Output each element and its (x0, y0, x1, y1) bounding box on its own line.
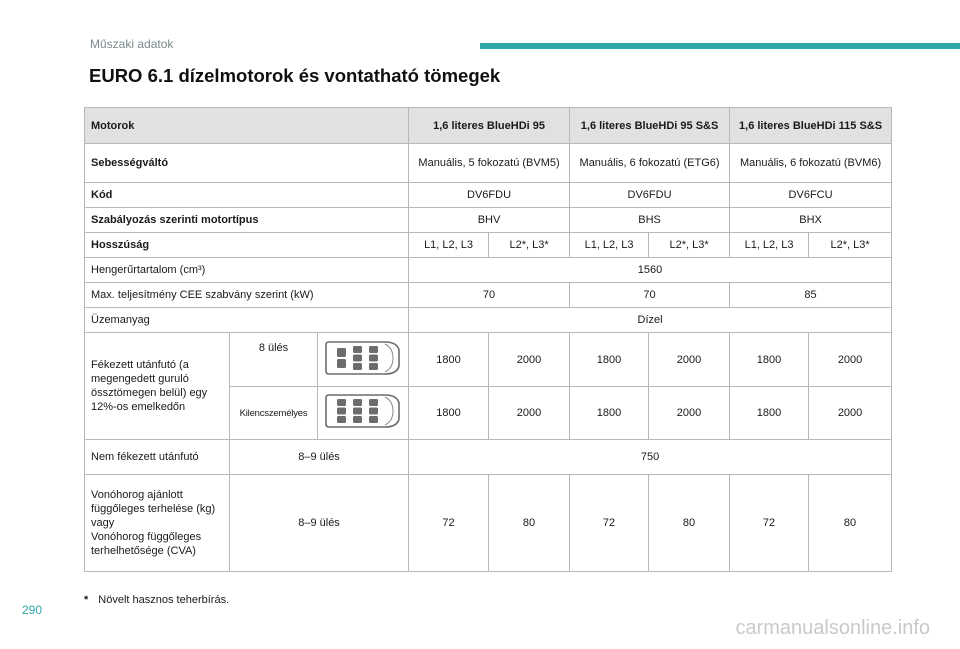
table-row-uzemanyag (85, 308, 892, 333)
table-cell: 1,6 literes BlueHDi 115 S&S (730, 108, 892, 144)
row-label: Vonóhorog ajánlott függőleges terhelése (kg) vagy Vonóhorog függőleges terhelhetősége (CVA) (85, 475, 230, 572)
footnote (84, 594, 229, 606)
table-cell: Manuális, 6 fokozatú (ETG6) (570, 144, 730, 183)
row-label: Sebességváltó (85, 144, 409, 183)
table-cell: 2000 (489, 333, 570, 387)
table-cell: 1800 (730, 333, 809, 387)
table-row-teljesitmeny (85, 283, 892, 308)
table-cell: 72 (570, 475, 649, 572)
table-row-motorok (85, 108, 892, 144)
table-cell: 80 (809, 475, 892, 572)
table-row-fekezett-8 (85, 333, 892, 387)
seat-label: Kilencszemélyes (230, 387, 318, 440)
table-cell: 2000 (489, 387, 570, 440)
table-cell: L2*, L3* (489, 233, 570, 258)
table-cell: 85 (730, 283, 892, 308)
table-row-kod (85, 183, 892, 208)
table-cell: 1560 (409, 258, 892, 283)
row-label: Kód (85, 183, 409, 208)
table-cell: Manuális, 6 fokozatú (BVM6) (730, 144, 892, 183)
table-row-hosszusag (85, 233, 892, 258)
table-cell: L1, L2, L3 (730, 233, 809, 258)
row-label: Motorok (85, 108, 409, 144)
table-cell: 2000 (649, 333, 730, 387)
table-cell: Manuális, 5 fokozatú (BVM5) (409, 144, 570, 183)
table-row-motortipus (85, 208, 892, 233)
table-cell: L2*, L3* (809, 233, 892, 258)
table-cell: 1,6 literes BlueHDi 95 (409, 108, 570, 144)
van-8-seat-icon (318, 333, 409, 387)
row-label: Nem fékezett utánfutó (85, 440, 230, 475)
table-cell: 750 (409, 440, 892, 475)
table-cell: 80 (649, 475, 730, 572)
table-cell: 1800 (570, 387, 649, 440)
row-label: Fékezett utánfutó (a megengedett guruló össztömegen belül) egy 12%-os emelkedőn (85, 333, 230, 440)
spec-table (84, 107, 892, 572)
table-cell: 70 (409, 283, 570, 308)
table-cell: DV6FDU (570, 183, 730, 208)
table-cell: Dízel (409, 308, 892, 333)
seat-label: 8–9 ülés (230, 440, 409, 475)
table-cell: 72 (409, 475, 489, 572)
section-title: Műszaki adatok (90, 37, 174, 51)
table-cell: BHV (409, 208, 570, 233)
table-cell: 1800 (730, 387, 809, 440)
table-cell: L1, L2, L3 (409, 233, 489, 258)
table-cell: BHX (730, 208, 892, 233)
table-row-hengerurtartalom (85, 258, 892, 283)
page-number: 290 (22, 603, 43, 617)
footnote-mark: * (84, 594, 89, 606)
table-cell: DV6FDU (409, 183, 570, 208)
row-label: Szabályozás szerinti motortípus (85, 208, 409, 233)
table-cell: 2000 (809, 387, 892, 440)
table-row-sebessegvalto (85, 144, 892, 183)
seat-label: 8–9 ülés (230, 475, 409, 572)
table-row-nemfekezett (85, 440, 892, 475)
table-cell: 1800 (409, 387, 489, 440)
header-accent-bar (480, 43, 960, 49)
row-label: Hosszúság (85, 233, 409, 258)
row-label: Hengerűrtartalom (cm³) (85, 258, 409, 283)
row-label: Üzemanyag (85, 308, 409, 333)
table-cell: 1800 (409, 333, 489, 387)
footnote-text: Növelt hasznos teherbírás. (98, 594, 230, 606)
table-cell: BHS (570, 208, 730, 233)
row-label: Max. teljesítmény CEE szabvány szerint (kW) (85, 283, 409, 308)
page-title: EURO 6.1 dízelmotorok és vontatható tömegek (89, 65, 501, 86)
table-cell: 72 (730, 475, 809, 572)
van-9-seat-icon (318, 387, 409, 440)
table-cell: 2000 (809, 333, 892, 387)
table-cell: L2*, L3* (649, 233, 730, 258)
seat-label: 8 ülés (230, 333, 318, 387)
table-cell: 1800 (570, 333, 649, 387)
table-cell: 2000 (649, 387, 730, 440)
table-cell: 70 (570, 283, 730, 308)
table-row-vonohorog (85, 475, 892, 572)
table-cell: 1,6 literes BlueHDi 95 S&S (570, 108, 730, 144)
table-cell: 80 (489, 475, 570, 572)
watermark: carmanualsonline.info (735, 617, 930, 639)
table-cell: DV6FCU (730, 183, 892, 208)
table-cell: L1, L2, L3 (570, 233, 649, 258)
